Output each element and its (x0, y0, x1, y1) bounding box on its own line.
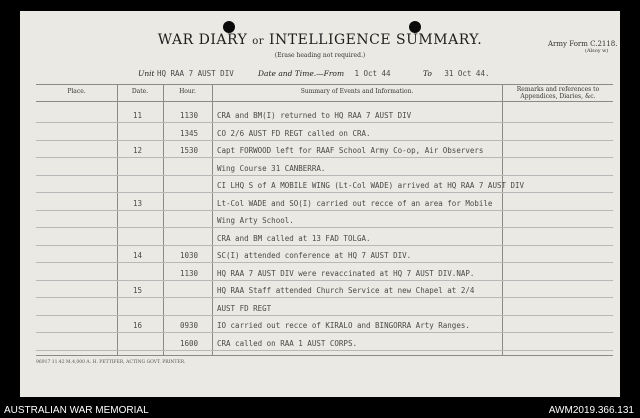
entry-summary: SC(I) attended conference at HQ 7 AUST DIV. (217, 251, 412, 260)
entry-date: 16 (133, 321, 143, 330)
entry-summary: CRA called on RAA 1 AUST CORPS. (217, 338, 357, 348)
column-header-date: Date. (131, 88, 149, 95)
entry-summary: Capt FORWOOD left for RAAF School Army Co-op, Air Observers (217, 146, 484, 155)
entry-summary: Wing Arty School. (217, 216, 294, 225)
diary-row (0, 181, 640, 193)
title-subtitle: (Erase heading not required.) (274, 52, 366, 59)
caption-source: AUSTRALIAN WAR MEMORIAL (4, 405, 149, 416)
column-header-hour: Hour. (179, 88, 196, 95)
page-title (0, 32, 640, 48)
diary-row (0, 234, 640, 246)
entry-hour: 1030 (180, 251, 199, 260)
table-header-rule (36, 101, 613, 102)
diary-row (0, 216, 640, 228)
diary-row (0, 199, 640, 211)
entry-summary: HQ RAA 7 AUST DIV were revaccinated at HQ 7 AUST DIV.NAP. (217, 268, 475, 278)
army-form-note: (Alsoy w) (585, 48, 609, 54)
column-header-remarks: Remarks and references to Appendices, Diaries, &c. (516, 86, 600, 100)
unit-value: HQ RAA 7 AUST DIV (156, 69, 234, 78)
entry-summary: AUST FD REGT (217, 303, 272, 313)
entry-hour: 1130 (180, 268, 199, 278)
diary-row (0, 339, 640, 351)
entry-summary: CRA and BM(I) returned to HQ RAA 7 AUST DIV (217, 111, 412, 120)
from-value: 1 Oct 44 (354, 69, 391, 78)
date-from-field (258, 69, 391, 78)
diary-row (0, 286, 640, 298)
title-or: or (252, 36, 265, 47)
entry-summary: CI LHQ S of A MOBILE WING (Lt-Col WADE) arrived at HQ RAA 7 AUST DIV (217, 181, 525, 190)
title-war-diary: WAR DIARY (157, 32, 248, 48)
entry-date: 11 (133, 111, 143, 120)
title-intelligence-summary: INTELLIGENCE SUMMARY. (269, 32, 483, 48)
diary-row (0, 111, 640, 123)
entry-summary: CO 2/6 AUST FD REGT called on CRA. (217, 128, 371, 138)
diary-row (0, 321, 640, 333)
entry-hour: 1130 (180, 111, 199, 120)
to-label: To (423, 69, 432, 78)
column-header-summary: Summary of Events and Information. (300, 88, 414, 95)
entry-summary: Wing Course 31 CANBERRA. (217, 163, 326, 173)
entry-date: 14 (133, 251, 143, 260)
printer-imprint: 96917 11.42 M.4,000 A. H. PETTIFER, ACTING GOVT. PRINTER. (36, 360, 186, 365)
unit-field (138, 69, 234, 78)
entry-date: 12 (133, 146, 143, 155)
entry-hour: 1600 (180, 338, 199, 348)
entry-summary: CRA and BM called at 13 FAD TOLGA. (217, 233, 371, 243)
column-header-place: Place. (67, 88, 86, 95)
diary-row (0, 129, 640, 141)
entry-summary: Lt-Col WADE and SO(I) carried out recce of an area for Mobile (217, 198, 493, 208)
date-to-field (423, 69, 489, 78)
entry-hour: 0930 (180, 321, 199, 330)
table-bottom-rule (36, 355, 613, 356)
diary-row (0, 269, 640, 281)
diary-row (0, 164, 640, 176)
entry-date: 13 (133, 198, 143, 208)
date-time-label: Date and Time.—From (258, 69, 345, 78)
entry-summary: IO carried out recce of KIRALO and BINGORRA Arty Ranges. (217, 321, 470, 330)
entry-hour: 1345 (180, 128, 199, 138)
table-top-rule (36, 84, 613, 85)
diary-row (0, 251, 640, 263)
entry-date: 15 (133, 286, 143, 295)
unit-label: Unit (138, 69, 155, 78)
diary-row (0, 304, 640, 316)
to-value: 31 Oct 44. (444, 69, 490, 78)
army-form-number: Army Form C.2118. (548, 40, 618, 48)
diary-row (0, 146, 640, 158)
caption-band (0, 403, 640, 418)
entry-summary: HQ RAA Staff attended Church Service at new Chapel at 2/4 (217, 286, 475, 295)
entry-hour: 1530 (180, 146, 199, 155)
caption-accession-number: AWM2019.366.131 (548, 405, 634, 416)
